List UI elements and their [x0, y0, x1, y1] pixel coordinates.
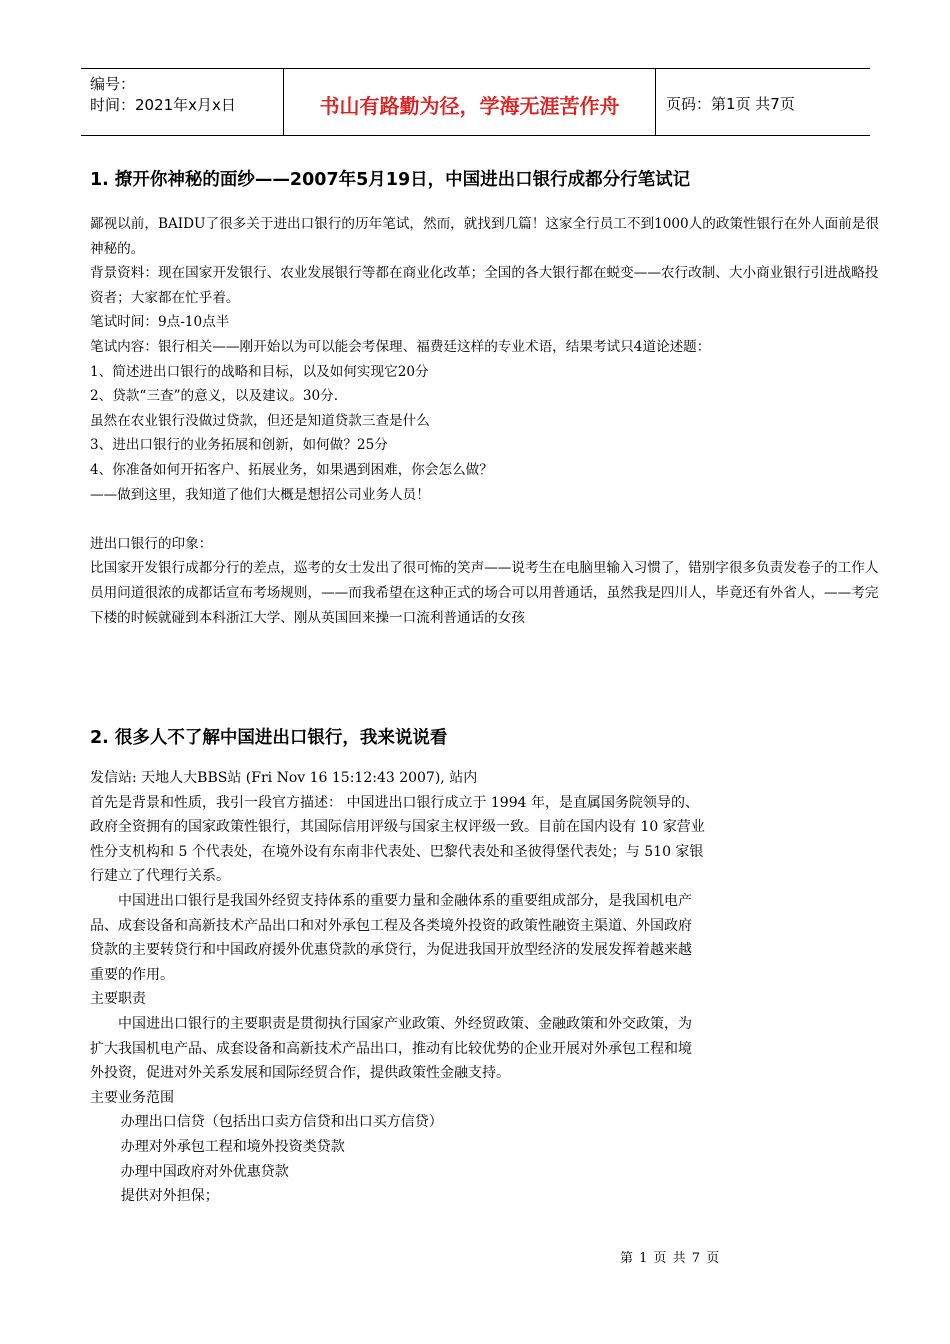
paragraph: 鄙视以前，BAIDU了很多关于进出口银行的历年笔试，然而，就找到几篇！这家全行员工不到1000人的政策性银行在外人面前是很神秘的。	[90, 216, 879, 257]
section2-body	[90, 766, 705, 1209]
number-label: 编号：	[90, 75, 136, 93]
section2-title: 2. 很多人不了解中国进出口银行，我来说说看	[90, 728, 448, 749]
intro-paragraph: 首先是背景和性质，我引一段官方描述： 中国进出口银行成立于 1994 年，是直属国务院领导的、政府全资拥有的国家政策性银行，其国际信用评级与国家主权评级一致。目前在国内设有 10 家营业性分支机构和 5 个代表处，在境外设有东南非代表处、巴黎代表处和圣彼得堡代表处；与 510 家银行建立了代理行关系。	[90, 794, 705, 885]
section1-title: 1. 撩开你神秘的面纱——2007年5月19日，中国进出口银行成都分行笔试记	[90, 170, 691, 190]
impression-heading: 进出口银行的印象：	[90, 535, 213, 552]
paragraph: 虽然在农业银行没做过贷款，但还是知道贷款三查是什么	[90, 412, 430, 429]
time-label: 时间：2021年x月x日	[90, 96, 236, 114]
scope-item: 办理对外承包工程和境外投资类贷款	[120, 1139, 345, 1155]
paragraph: ——做到这里，我知道了他们大概是想招公司业务人员！	[90, 486, 430, 503]
header-table	[81, 68, 870, 136]
scope-item: 提供对外担保；	[120, 1188, 219, 1205]
role-paragraph: 中国进出口银行是我国外经贸支持体系的重要力量和金融体系的重要组成部分，是我国机电产品、成套设备和高新技术产品出口和对外承包工程及各类境外投资的政策性融资主渠道、外国政府贷款的主要转贷行和中国政府援外优惠贷款的承贷行，为促进我国开放型经济的发展发挥着越来越重要的作用。	[90, 893, 692, 983]
source-line: 发信站: 天地人大BBS站 (Fri Nov 16 15:12:43 2007), 站内	[90, 770, 478, 787]
scope-item: 办理中国政府对外优惠贷款	[120, 1163, 289, 1180]
scope-heading: 主要业务范围	[90, 1089, 174, 1106]
paragraph: 1、简述进出口银行的战略和目标，以及如何实现它20分	[90, 363, 429, 380]
paragraph: 2、贷款“三查”的意义，以及建议。30分.	[90, 388, 339, 405]
footer-page-number: 第 1 页 共 7 页	[620, 1251, 721, 1266]
section1-body	[90, 212, 880, 630]
header-motto: 书山有路勤为径，学海无涯苦作舟	[283, 69, 656, 135]
impression-text: 比国家开发银行成都分行的差点，巡考的女士发出了很可怖的笑声——说考生在电脑里输入习惯了，错别字很多负责发卷子的工作人员用问道很浓的成都话宣布考场规则，——而我希望在这种正式的场合可以用普通话，虽然我是四川人，毕竟还有外省人，——考完下楼的时候就碰到本科浙江大学、刚从英国回来操一口流利普通话的女孩	[90, 560, 879, 626]
paragraph: 笔试时间：9点-10点半	[90, 314, 230, 331]
paragraph: 背景资料：现在国家开发银行、农业发展银行等都在商业化改革；全国的各大银行都在蜕变——农行改制、大小商业银行引进战略投资者；大家都在忙乎着。	[90, 265, 879, 306]
header-left-cell	[81, 69, 283, 135]
paragraph: 3、进出口银行的业务拓展和创新，如何做？25分	[90, 437, 388, 454]
blank-line	[90, 507, 880, 532]
duties-heading: 主要职责	[90, 991, 146, 1008]
paragraph: 4、你准备如何开拓客户、拓展业务，如果遇到困难，你会怎么做？	[90, 461, 493, 478]
document-body	[90, 168, 880, 1209]
scope-item: 办理出口信贷（包括出口卖方信贷和出口买方信贷）	[120, 1114, 443, 1131]
header-page-info: 页码：第1页 共7页	[666, 94, 795, 113]
duties-paragraph: 中国进出口银行的主要职责是贯彻执行国家产业政策、外经贸政策、金融政策和外交政策，为扩大我国机电产品、成套设备和高新技术产品出口，推动有比较优势的企业开展对外承包工程和境外投资，促进对外关系发展和国际经贸合作，提供政策性金融支持。	[90, 1016, 692, 1082]
paragraph: 笔试内容：银行相关——刚开始以为可以能会考保理、福费廷这样的专业术语，结果考试只4道论述题：	[90, 338, 711, 355]
